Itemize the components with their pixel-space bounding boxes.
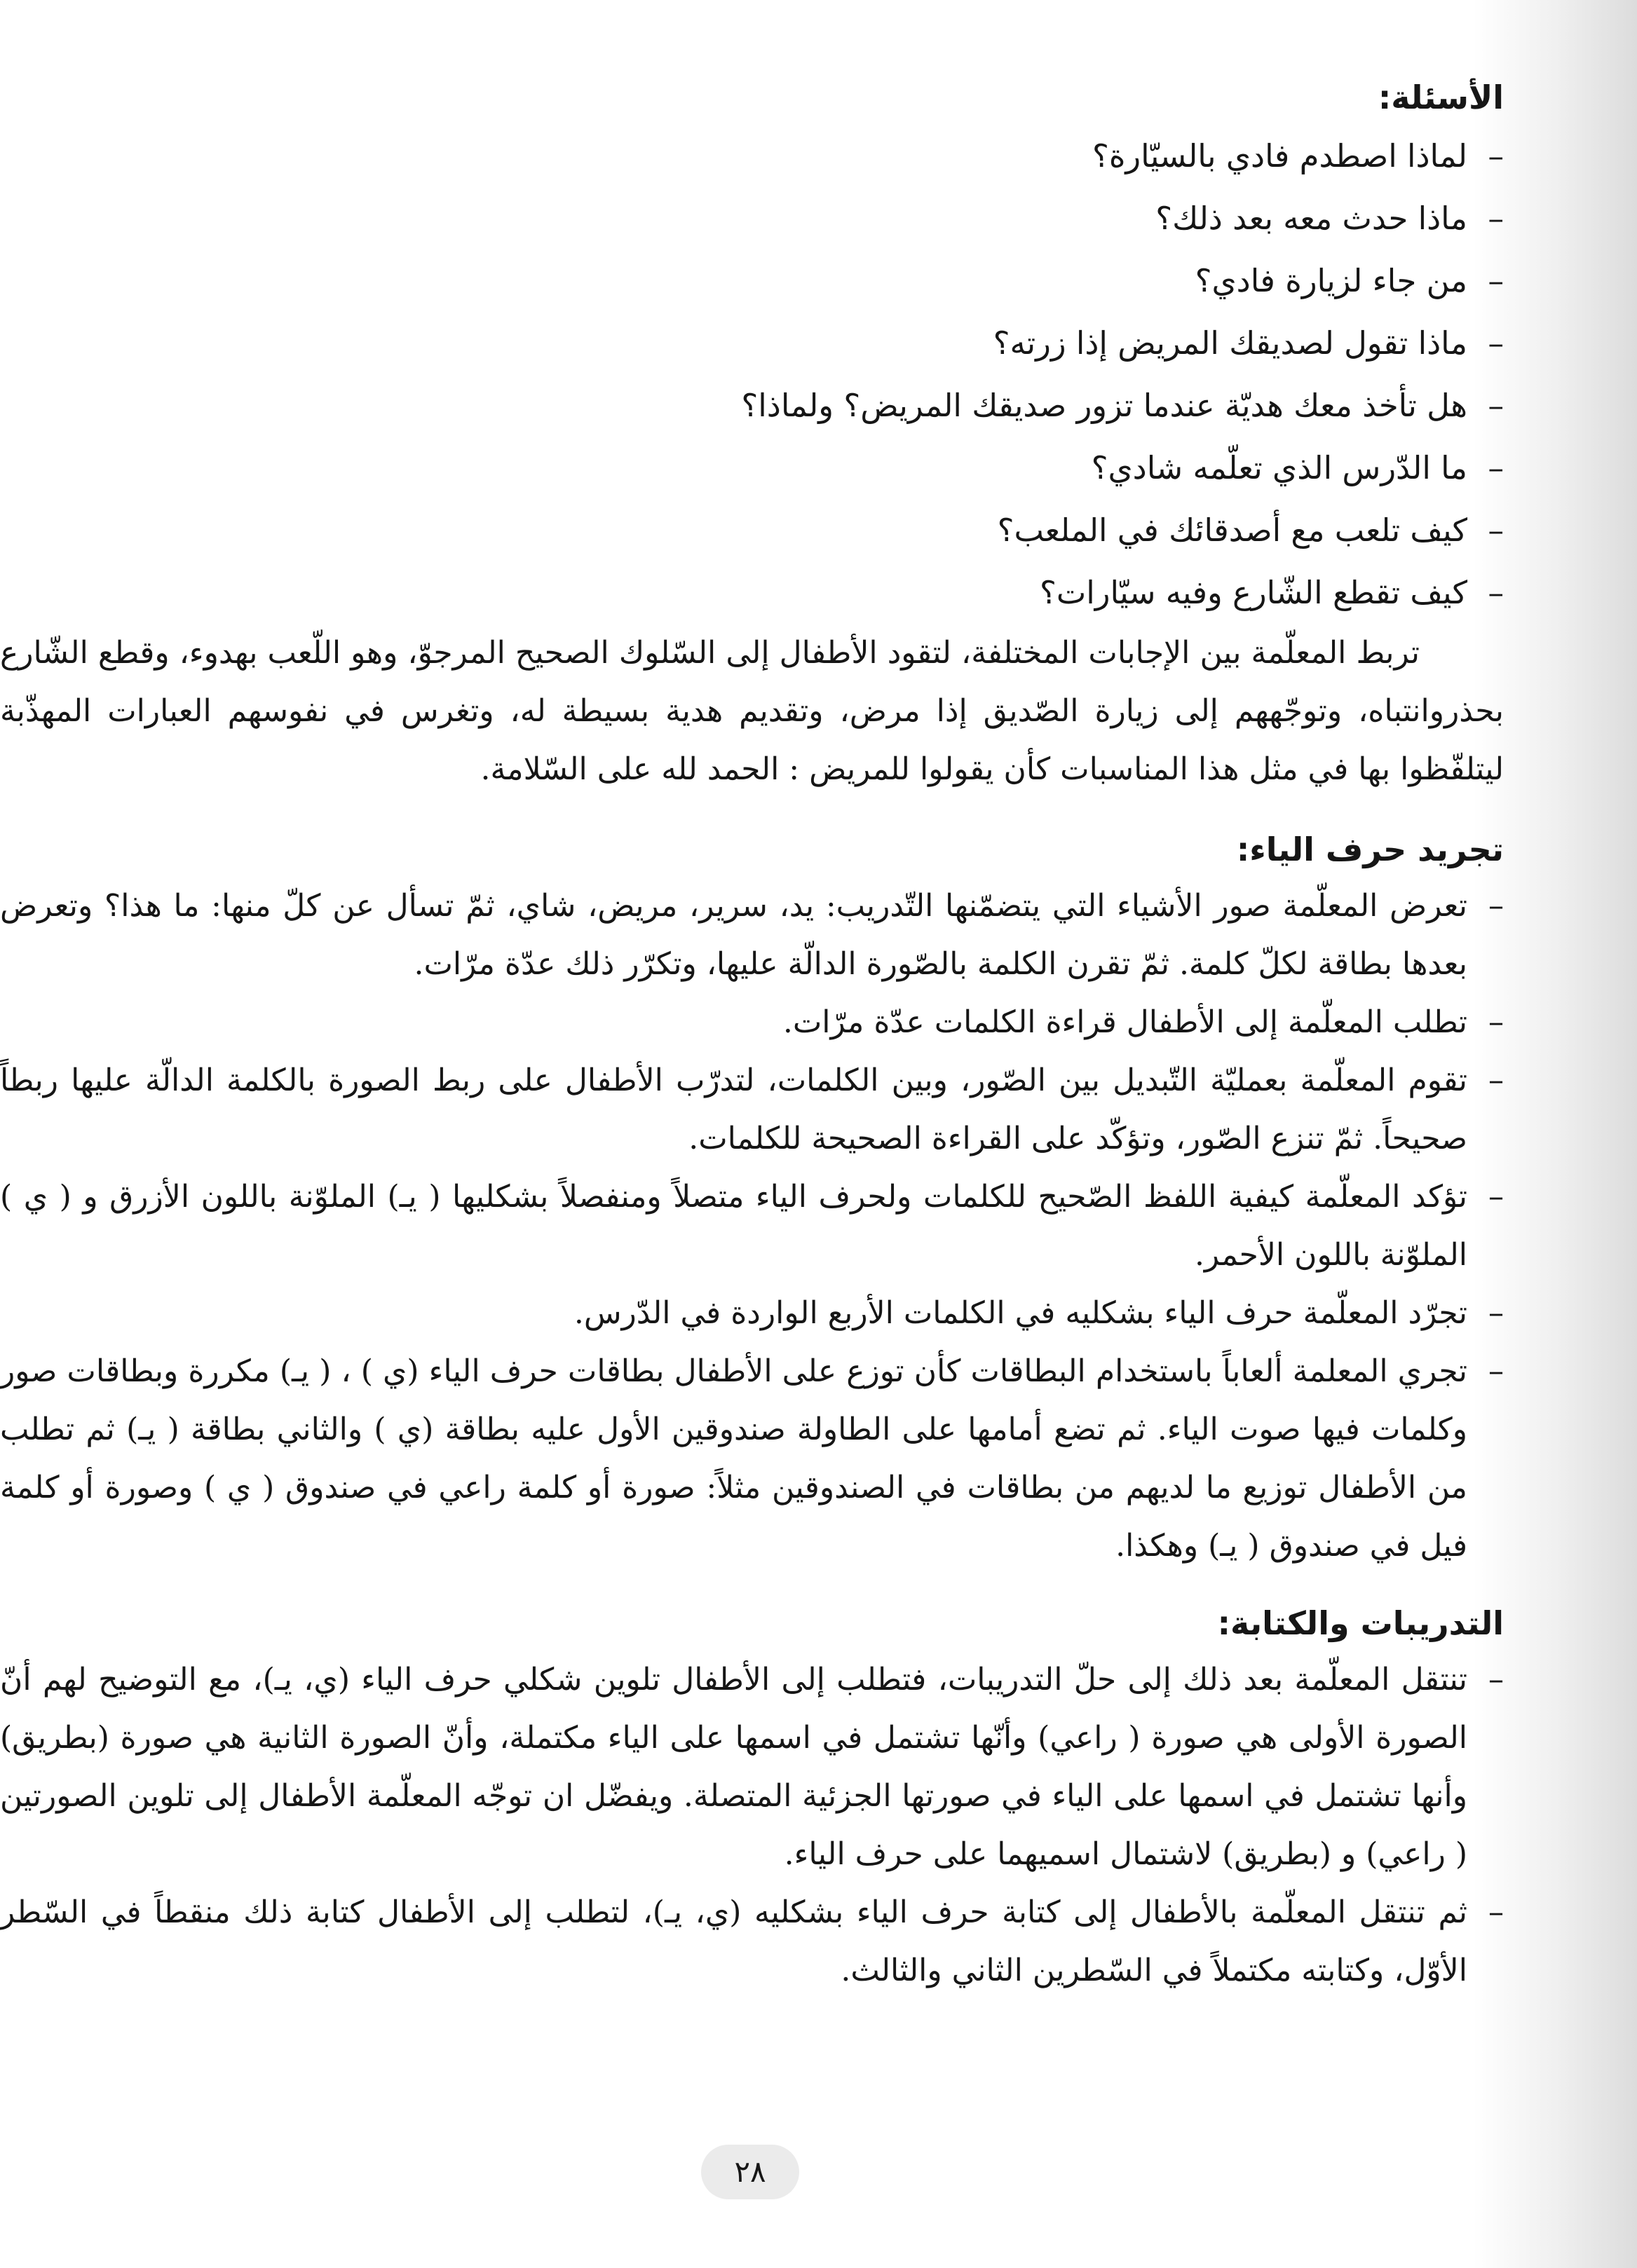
questions-list <box>0 125 1504 624</box>
abstraction-text: تعرض المعلّمة صور الأشياء التي يتضمّنها التّدريب: يد، سرير، مريض، شاي، ثمّ تسأل عن كلّ منها: ما هذا؟ وتعرض بعدها بطاقة لكلّ كلمة. ثمّ تقرن الكلمة بالصّورة الدالّة عليها، وتكرّر ذلك عدّة مرّات. <box>0 888 1467 982</box>
exercises-heading: التدريبات والكتابة: <box>1217 1604 1504 1642</box>
exercises-list <box>0 1651 1504 2000</box>
question-item <box>0 125 1504 187</box>
abstraction-item <box>0 1342 1504 1575</box>
questions-heading: الأسئلة: <box>1378 78 1504 116</box>
dash-bullet: – <box>1488 449 1504 486</box>
abstraction-item <box>0 1168 1504 1284</box>
abstraction-item <box>0 1051 1504 1168</box>
question-item <box>0 187 1504 250</box>
question-text: كيف تلعب مع أصدقائك في الملعب؟ <box>997 512 1467 549</box>
dash-bullet: – <box>1488 1063 1504 1098</box>
dash-bullet: – <box>1488 1179 1504 1215</box>
question-item <box>0 312 1504 374</box>
abstraction-heading: تجريد حرف الياء: <box>1236 831 1504 868</box>
questions-section <box>0 70 1504 798</box>
question-text: ماذا حدث معه بعد ذلك؟ <box>1155 200 1467 237</box>
dash-bullet: – <box>1488 262 1504 299</box>
dash-bullet: – <box>1488 1004 1504 1040</box>
dash-bullet: – <box>1488 325 1504 362</box>
questions-paragraph: تربط المعلّمة بين الإجابات المختلفة، لتقود الأطفال إلى السّلوك الصحيح المرجوّ، وهو اللّعب بهدوء، وقطع الشّارع بحذروانتباه، وتوجّههم إلى زيارة الصّديق إذا مرض، وتقديم هدية بسيطة له، وتغرس في نفوسهم العبارات المهذّبة ليتلفّظوا بها في مثل هذا المناسبات كأن يقولوا للمريض : الحمد لله على السّلامة. <box>0 635 1504 787</box>
dash-bullet: – <box>1488 1894 1504 1930</box>
abstraction-text: تقوم المعلّمة بعمليّة التّبديل بين الصّور، وبين الكلمات، لتدرّب الأطفال على ربط الصورة بالكلمة الدالّة عليها ربطاً صحيحاً. ثمّ تنزع الصّور، وتؤكّد على القراءة الصحيحة للكلمات. <box>0 1063 1467 1156</box>
question-text: كيف تقطع الشّارع وفيه سيّارات؟ <box>1039 574 1467 611</box>
question-text: ماذا تقول لصديقك المريض إذا زرته؟ <box>993 325 1467 362</box>
abstraction-list <box>0 877 1504 1575</box>
exercises-item <box>0 1883 1504 2000</box>
page-content <box>0 70 1504 2000</box>
question-item <box>0 499 1504 561</box>
exercises-section <box>0 1596 1504 2000</box>
question-text: هل تأخذ معك هديّة عندما تزور صديقك المريض؟ ولماذا؟ <box>741 387 1467 424</box>
dash-bullet: – <box>1488 1662 1504 1697</box>
dash-bullet: – <box>1488 574 1504 611</box>
page-number: ٢٨ <box>701 2145 799 2199</box>
exercises-text: ثم تنتقل المعلّمة بالأطفال إلى كتابة حرف الياء بشكليه (ي، يـ)، لتطلب إلى الأطفال كتابة ذلك منقطاً في السّطر الأوّل، وكتابته مكتملاً في السّطرين الثاني والثالث. <box>0 1894 1467 1988</box>
question-text: من جاء لزيارة فادي؟ <box>1195 262 1467 299</box>
dash-bullet: – <box>1488 888 1504 924</box>
abstraction-text: تطلب المعلّمة إلى الأطفال قراءة الكلمات عدّة مرّات. <box>782 1004 1467 1040</box>
abstraction-text: تؤكد المعلّمة كيفية اللفظ الصّحيح للكلمات ولحرف الياء متصلاً ومنفصلاً بشكليها ( يـ) الملوّنة باللون الأزرق و ( ي ) الملوّنة باللون الأحمر. <box>0 1179 1467 1273</box>
dash-bullet: – <box>1488 512 1504 549</box>
dash-bullet: – <box>1488 387 1504 424</box>
dash-bullet: – <box>1488 1295 1504 1331</box>
dash-bullet: – <box>1488 1353 1504 1389</box>
question-item <box>0 561 1504 624</box>
abstraction-item <box>0 993 1504 1051</box>
question-item <box>0 374 1504 437</box>
question-item <box>0 250 1504 312</box>
abstraction-item <box>0 877 1504 993</box>
exercises-item <box>0 1651 1504 1883</box>
question-text: لماذا اصطدم فادي بالسيّارة؟ <box>1092 137 1467 175</box>
dash-bullet: – <box>1488 137 1504 175</box>
question-text: ما الدّرس الذي تعلّمه شادي؟ <box>1091 449 1467 486</box>
abstraction-text: تجري المعلمة ألعاباً باستخدام البطاقات كأن توزع على الأطفال بطاقات حرف الياء (ي ) ، ( يـ) مكررة وبطاقات صور وكلمات فيها صوت الياء. ثم تضع أمامها على الطاولة صندوقين الأول عليه بطاقة (ي ) والثاني بطاقة ( يـ) ثم تطلب من الأطفال توزيع ما لديهم من بطاقات في الصندوقين مثلاً: صورة أو كلمة راعي في صندوق ( ي ) وصورة أو كلمة فيل في صندوق ( يـ) وهكذا. <box>0 1353 1467 1564</box>
dash-bullet: – <box>1488 200 1504 237</box>
abstraction-text: تجرّد المعلّمة حرف الياء بشكليه في الكلمات الأربع الواردة في الدّرس. <box>573 1295 1467 1331</box>
abstraction-section <box>0 822 1504 1575</box>
abstraction-item <box>0 1284 1504 1342</box>
question-item <box>0 437 1504 499</box>
exercises-text: تنتقل المعلّمة بعد ذلك إلى حلّ التدريبات، فتطلب إلى الأطفال تلوين شكلي حرف الياء (ي، يـ)، مع التوضيح لهم أنّ الصورة الأولى هي صورة ( راعي) وأنّها تشتمل في اسمها على الياء مكتملة، وأنّ الصورة الثانية هي صورة (بطريق) وأنها تشتمل في اسمها على الياء في صورتها الجزئية المتصلة. ويفضّل ان توجّه المعلّمة الأطفال إلى تلوين الصورتين ( راعي) و (بطريق) لاشتمال اسميهما على حرف الياء. <box>0 1662 1467 1872</box>
